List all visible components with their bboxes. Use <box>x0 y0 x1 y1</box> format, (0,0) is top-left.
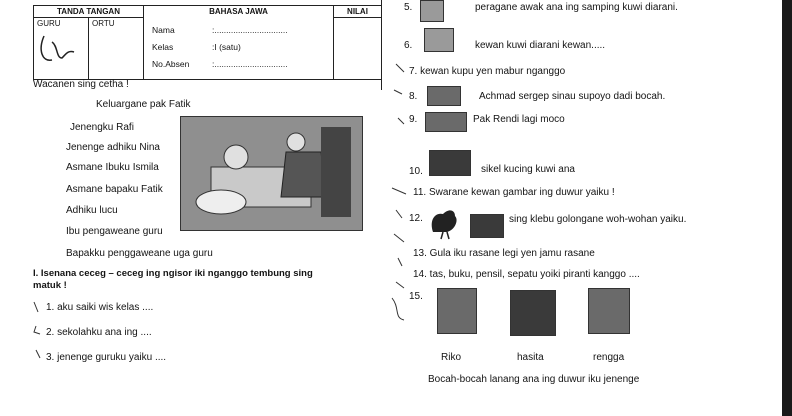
q15-name: Riko <box>441 352 462 363</box>
q15-name: hasita <box>517 352 544 363</box>
ortu-label: ORTU <box>92 19 115 28</box>
q5-text: peragane awak ana ing samping kuwi diarani. <box>475 2 678 13</box>
column-divider <box>381 0 382 90</box>
header-table <box>33 5 382 80</box>
q7-text: 7. kewan kupu yen mabur nganggo <box>409 66 566 77</box>
question-item: 1. aku saiki wis kelas .... <box>46 302 154 313</box>
reading-title: Keluargane pak Fatik <box>96 99 191 110</box>
section1-heading-2: matuk ! <box>33 280 67 291</box>
reading-line: Jenenge adhiku Nina <box>66 142 160 153</box>
family-illustration <box>180 116 363 231</box>
signature-scribble <box>38 32 78 66</box>
q15-name: rengga <box>593 352 625 363</box>
q15-caption: Bocah-bocah lanang ana ing duwur iku jenenge <box>428 374 640 385</box>
butterfly-picture <box>424 28 454 52</box>
rooster-picture <box>425 202 463 240</box>
kelas-label: Kelas <box>152 41 174 52</box>
q9-text: Pak Rendi lagi moco <box>473 114 565 125</box>
identity-cell <box>144 18 334 80</box>
family-drawing <box>181 117 362 230</box>
study-picture <box>427 86 461 106</box>
q12-text: sing klebu golongane woh-wohan yaiku. <box>509 214 687 225</box>
tanda-tangan-label: TANDA TANGAN <box>34 6 144 18</box>
pencil-ticks <box>390 58 412 358</box>
q6-text: kewan kuwi diarani kewan..... <box>475 40 606 51</box>
nama-label: Nama <box>152 24 175 35</box>
q15-number: 15. <box>409 291 423 302</box>
q10-text: sikel kucing kuwi ana <box>481 164 575 175</box>
reading-intro: Wacanen sing cetha ! <box>33 79 129 90</box>
q11-text: 11. Swarane kewan gambar ing duwur yaiku ! <box>413 187 615 198</box>
absen-field[interactable]: :............................... <box>212 58 288 69</box>
rooster-icon <box>425 202 463 240</box>
q8-text: Achmad sergep sinau supoyo dadi bocah. <box>479 91 666 102</box>
q5-number: 5. <box>404 2 413 13</box>
fruit-picture <box>470 214 504 238</box>
q12-number: 12. <box>409 213 423 224</box>
reading-man-picture <box>425 112 467 132</box>
ear-picture <box>420 0 444 22</box>
reading-line: Adhiku lucu <box>66 205 118 216</box>
pencil-marks <box>30 298 48 368</box>
reading-line: Bapakku penggaweane uga guru <box>66 248 213 259</box>
reading-line: Asmane bapaku Fatik <box>66 184 163 195</box>
q14-text: 14. tas, buku, pensil, sepatu yoiki piranti kanggo .... <box>413 269 640 280</box>
q6-number: 6. <box>404 40 413 51</box>
scan-edge <box>782 0 792 416</box>
kelas-value: :I (satu) <box>212 41 241 52</box>
reading-line: Ibu pengaweane guru <box>66 226 163 237</box>
q10-number: 10. <box>409 166 423 177</box>
ortu-cell <box>89 18 144 80</box>
section1-heading-1: I. Isenana ceceg – ceceg ing ngisor iki nganggo tembung sing <box>33 268 313 279</box>
nama-field[interactable]: :............................... <box>212 24 288 35</box>
reading-line: Asmane Ibuku Ismila <box>66 162 159 173</box>
rengga-photo <box>588 288 630 334</box>
hasita-photo <box>510 290 556 336</box>
question-item: 3. jenenge guruku yaiku .... <box>46 352 167 363</box>
subject-title: BAHASA JAWA <box>144 6 334 18</box>
q9-number: 9. <box>409 114 418 125</box>
question-item: 2. sekolahku ana ing .... <box>46 327 152 338</box>
absen-label: No.Absen <box>152 58 190 69</box>
guru-cell <box>34 18 89 80</box>
guru-label: GURU <box>37 19 61 28</box>
cat-picture <box>429 150 471 176</box>
q13-text: 13. Gula iku rasane legi yen jamu rasane <box>413 248 595 259</box>
nilai-cell <box>334 18 382 80</box>
riko-photo <box>437 288 477 334</box>
reading-line: Jenengku Rafi <box>70 122 134 133</box>
q8-number: 8. <box>409 91 418 102</box>
nilai-label: NILAI <box>334 6 382 18</box>
